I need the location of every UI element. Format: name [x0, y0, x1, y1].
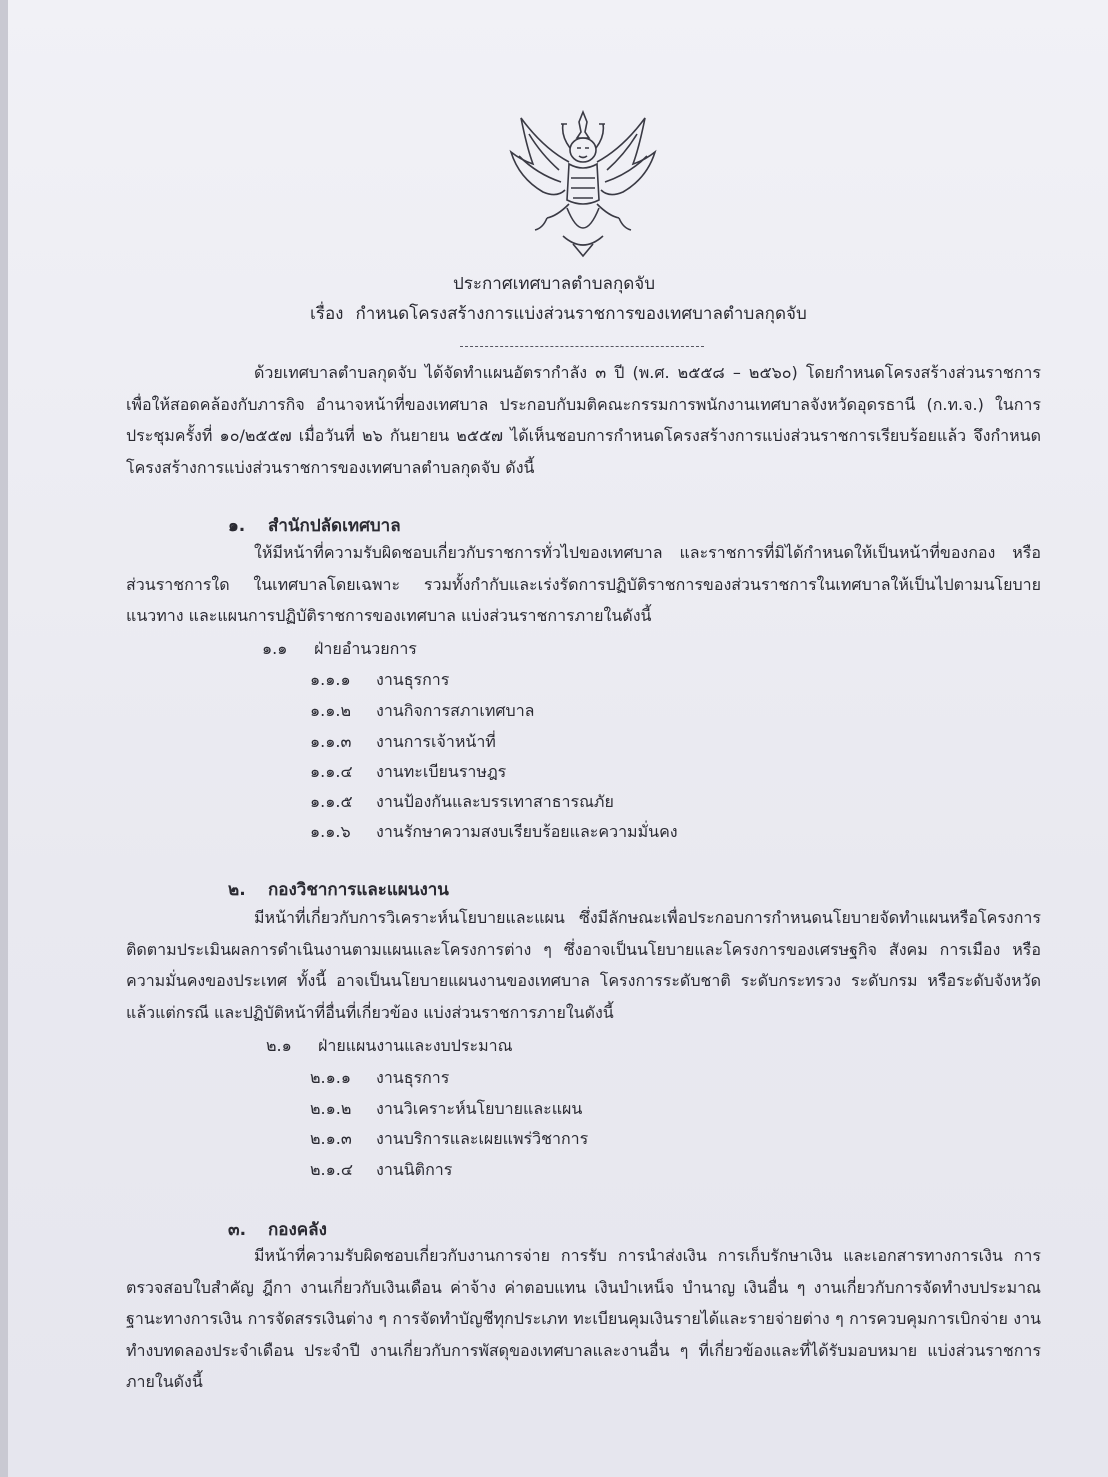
intro-text: ด้วยเทศบาลตำบลกุดจับ ได้จัดทำแผนอัตรากำลัง ๓ ปี (พ.ศ. ๒๕๕๘ – ๒๕๖๐) โดยกำหนดโครงสร้างส่วนราชการเพื่อให้สอดคล้องกับภารกิจ อำนาจหน้าที่ของเทศบาล ประกอบกับมติคณะกรรมการพนักงานเทศบาลจังหวัดอุดรธานี (ก.ท.จ.) ในการประชุมครั้งที่ ๑๐/๒๕๕๗ เมื่อวันที่ ๒๖ กันยายน ๒๕๕๗ ได้เห็นชอบการกำหนดโครงสร้างการแบ่งส่วนราชการเรียบร้อยแล้ว จึงกำหนดโครงสร้างการแบ่งส่วนราชการของเทศบาลตำบลกุดจับ ดังนี้: [126, 363, 1041, 477]
section-2-text: มีหน้าที่เกี่ยวกับการวิเคราะห์นโยบายและแผน ซึ่งมีลักษณะเพื่อประกอบการกำหนดนโยบายจัดทำแผนหรือโครงการติดตามประเมินผลการดำเนินงานตามแผนและโครงการต่าง ๆ ซึ่งอาจเป็นนโยบายและโครงการของเศรษฐกิจ สังคม การเมือง หรือความมั่นคงของประเทศ ทั้งนี้ อาจเป็นนโยบายแผนงานของเทศบาล โครงการระดับชาติ ระดับกระทรวง ระดับกรม หรือระดับจังหวัดแล้วแต่กรณี และปฏิบัติหน้าที่อื่นที่เกี่ยวข้อง แบ่งส่วนราชการภายในดังนี้: [126, 908, 1041, 1022]
garuda-emblem-icon: [503, 108, 663, 258]
section-2-heading: [228, 876, 449, 903]
list-item: ๑.๑.๑ งานธุรการ: [310, 670, 450, 689]
list-item: ๑.๑.๒ งานกิจการสภาเทศบาล: [310, 701, 535, 720]
section-1-text: ให้มีหน้าที่ความรับผิดชอบเกี่ยวกับราชการทั่วไปของเทศบาล และราชการที่มิได้กำหนดให้เป็นหน้าที่ของกอง หรือส่วนราชการใด ในเทศบาลโดยเฉพาะ รวมทั้งกำกับและเร่งรัดการปฏิบัติราชการของส่วนราชการในเทศบาลให้เป็นไปตามนโยบาย แนวทาง และแผนการปฏิบัติราชการของเทศบาล แบ่งส่วนราชการภายในดังนี้: [126, 543, 1041, 625]
section-3-title: กองคลัง: [268, 1220, 327, 1240]
section-3-body: [126, 1240, 1041, 1398]
subsection-2-1: [266, 1034, 513, 1059]
announcement-subject: [310, 300, 807, 327]
page-edge: [0, 0, 8, 1477]
subsection-1-1-number: ๑.๑: [262, 639, 288, 658]
list-item: ๑.๑.๓ งานการเจ้าหน้าที่: [310, 732, 496, 751]
subsection-2-1-title: ฝ่ายแผนงานและงบประมาณ: [318, 1036, 513, 1055]
section-2-title: กองวิชาการและแผนงาน: [268, 880, 449, 900]
subject-label: เรื่อง: [310, 304, 344, 324]
list-item: ๑.๑.๔ งานทะเบียนราษฎร: [310, 762, 507, 781]
list-item: ๒.๑.๑ งานธุรการ: [310, 1068, 450, 1087]
section-3-heading: [228, 1216, 327, 1243]
list-item: ๒.๑.๒ งานวิเคราะห์นโยบายและแผน: [310, 1099, 583, 1118]
list-item: ๑.๑.๕ งานป้องกันและบรรเทาสาธารณภัย: [310, 792, 614, 811]
title-divider: [460, 346, 704, 347]
section-3-text: มีหน้าที่ความรับผิดชอบเกี่ยวกับงานการจ่าย การรับ การนำส่งเงิน การเก็บรักษาเงิน และเอกสารทางการเงิน การตรวจสอบใบสำคัญ ฎีกา งานเกี่ยวกับเงินเดือน ค่าจ้าง ค่าตอบแทน เงินบำเหน็จ บำนาญ เงินอื่น ๆ งานเกี่ยวกับการจัดทำงบประมาณ ฐานะทางการเงิน การจัดสรรเงินต่าง ๆ การจัดทำบัญชีทุกประเภท ทะเบียนคุมเงินรายได้และรายจ่ายต่าง ๆ การควบคุมการเบิกจ่าย งานทำงบทดลองประจำเดือน ประจำปี งานเกี่ยวกับการพัสดุของเทศบาลและงานอื่น ๆ ที่เกี่ยวข้องและที่ได้รับมอบหมาย แบ่งส่วนราชการภายในดังนี้: [126, 1246, 1041, 1391]
intro-paragraph: [126, 357, 1041, 483]
subsection-2-1-number: ๒.๑: [266, 1036, 292, 1055]
subject-text: กำหนดโครงสร้างการแบ่งส่วนราชการของเทศบาลตำบลกุดจับ: [355, 304, 807, 324]
subsection-1-1: [262, 637, 417, 662]
subsection-1-1-title: ฝ่ายอำนวยการ: [314, 639, 417, 658]
section-1-body: [126, 537, 1041, 632]
section-3-number: ๓.: [228, 1220, 247, 1240]
section-2-number: ๒.: [228, 880, 246, 900]
list-item: ๒.๑.๓ งานบริการและเผยแพร่วิชาการ: [310, 1129, 589, 1148]
list-item: ๒.๑.๔ งานนิติการ: [310, 1160, 453, 1179]
list-item: ๑.๑.๖ งานรักษาความสงบเรียบร้อยและความมั่นคง: [310, 822, 678, 841]
section-1-heading: [228, 512, 401, 539]
announcement-title: ประกาศเทศบาลตำบลกุดจับ: [452, 274, 656, 294]
section-1-title: สำนักปลัดเทศบาล: [268, 516, 401, 536]
section-1-number: ๑.: [228, 516, 246, 536]
section-2-body: [126, 902, 1041, 1028]
